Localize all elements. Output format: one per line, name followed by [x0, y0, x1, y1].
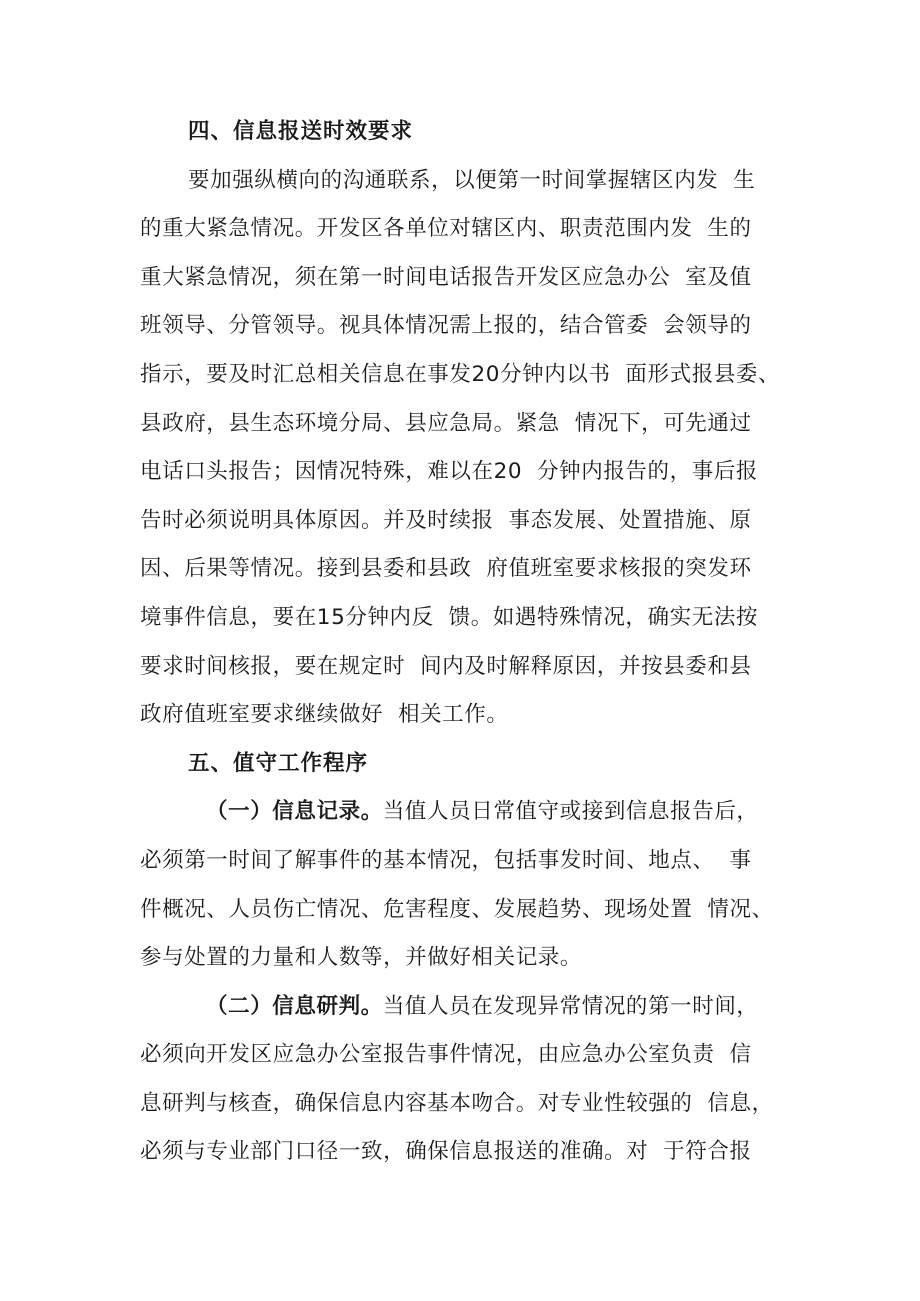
section-4-line: 县政府，县生态环境分局、县应急局。紧急 情况下，可先通过: [140, 410, 752, 436]
item-1-line: 件概况、人员伤亡情况、危害程度、发展趋势、现场处置 情况、: [140, 896, 774, 922]
section-4-line: 班领导、分管领导。视具体情况需上报的，结合管委 会领导的: [140, 313, 752, 339]
item-2-title: （二）信息研判。: [206, 993, 383, 1019]
item-1-line: 参与处置的力量和人数等，并做好相关记录。: [140, 945, 583, 971]
item-2-line: 必须向开发区应急办公室报告事件情况，由应急办公室负责 信: [140, 1042, 752, 1068]
item-1-title: （一）信息记录。: [206, 799, 383, 825]
item-1-first-line: [140, 792, 790, 841]
document-body: [140, 112, 790, 1181]
section-5-heading: 五、值守工作程序: [188, 750, 369, 776]
section-4-line: 因、后果等情况。接到县委和县政 府值班室要求核报的突发环: [140, 556, 752, 582]
section-4-line: 境事件信息，要在15分钟内反 馈。如遇特殊情况，确实无法按: [140, 604, 759, 630]
section-4-line: 指示，要及时汇总相关信息在事发20分钟内以书 面形式报县委、: [140, 361, 781, 387]
item-2-line: 息研判与核查，确保信息内容基本吻合。对专业性较强的 信息，: [140, 1090, 774, 1116]
section-4-line: 的重大紧急情况。开发区各单位对辖区内、职责范围内发 生的: [140, 216, 752, 242]
section-4-line: 电话口头报告；因情况特殊，难以在20 分钟内报告的，事后报: [140, 459, 759, 485]
section-4-line: 要求时间核报，要在规定时 间内及时解释原因，并按县委和县: [140, 653, 752, 679]
section-4-line: 重大紧急情况，须在第一时间电话报告开发区应急办公 室及值: [140, 264, 752, 290]
section-4-line: 告时必须说明具体原因。并及时续报 事态发展、处置措施、原: [140, 507, 752, 533]
section-4-line: 要加强纵横向的沟通联系，以便第一时间掌握辖区内发 生: [188, 167, 756, 193]
item-1-line: 必须第一时间了解事件的基本情况，包括事发时间、地点、 事: [140, 847, 752, 873]
item-2-first-line-text: 当值人员在发现异常情况的第一时间，: [382, 993, 759, 1019]
item-2-line: 必须与专业部门口径一致，确保信息报送的准确。对 于符合报: [140, 1139, 752, 1165]
section-4-heading: 四、信息报送时效要求: [188, 119, 414, 144]
section-4-line: 政府值班室要求继续做好 相关工作。: [140, 702, 509, 728]
item-2-first-line: [140, 987, 790, 1036]
item-1-first-line-text: 当值人员日常值守或接到信息报告后，: [382, 799, 759, 825]
